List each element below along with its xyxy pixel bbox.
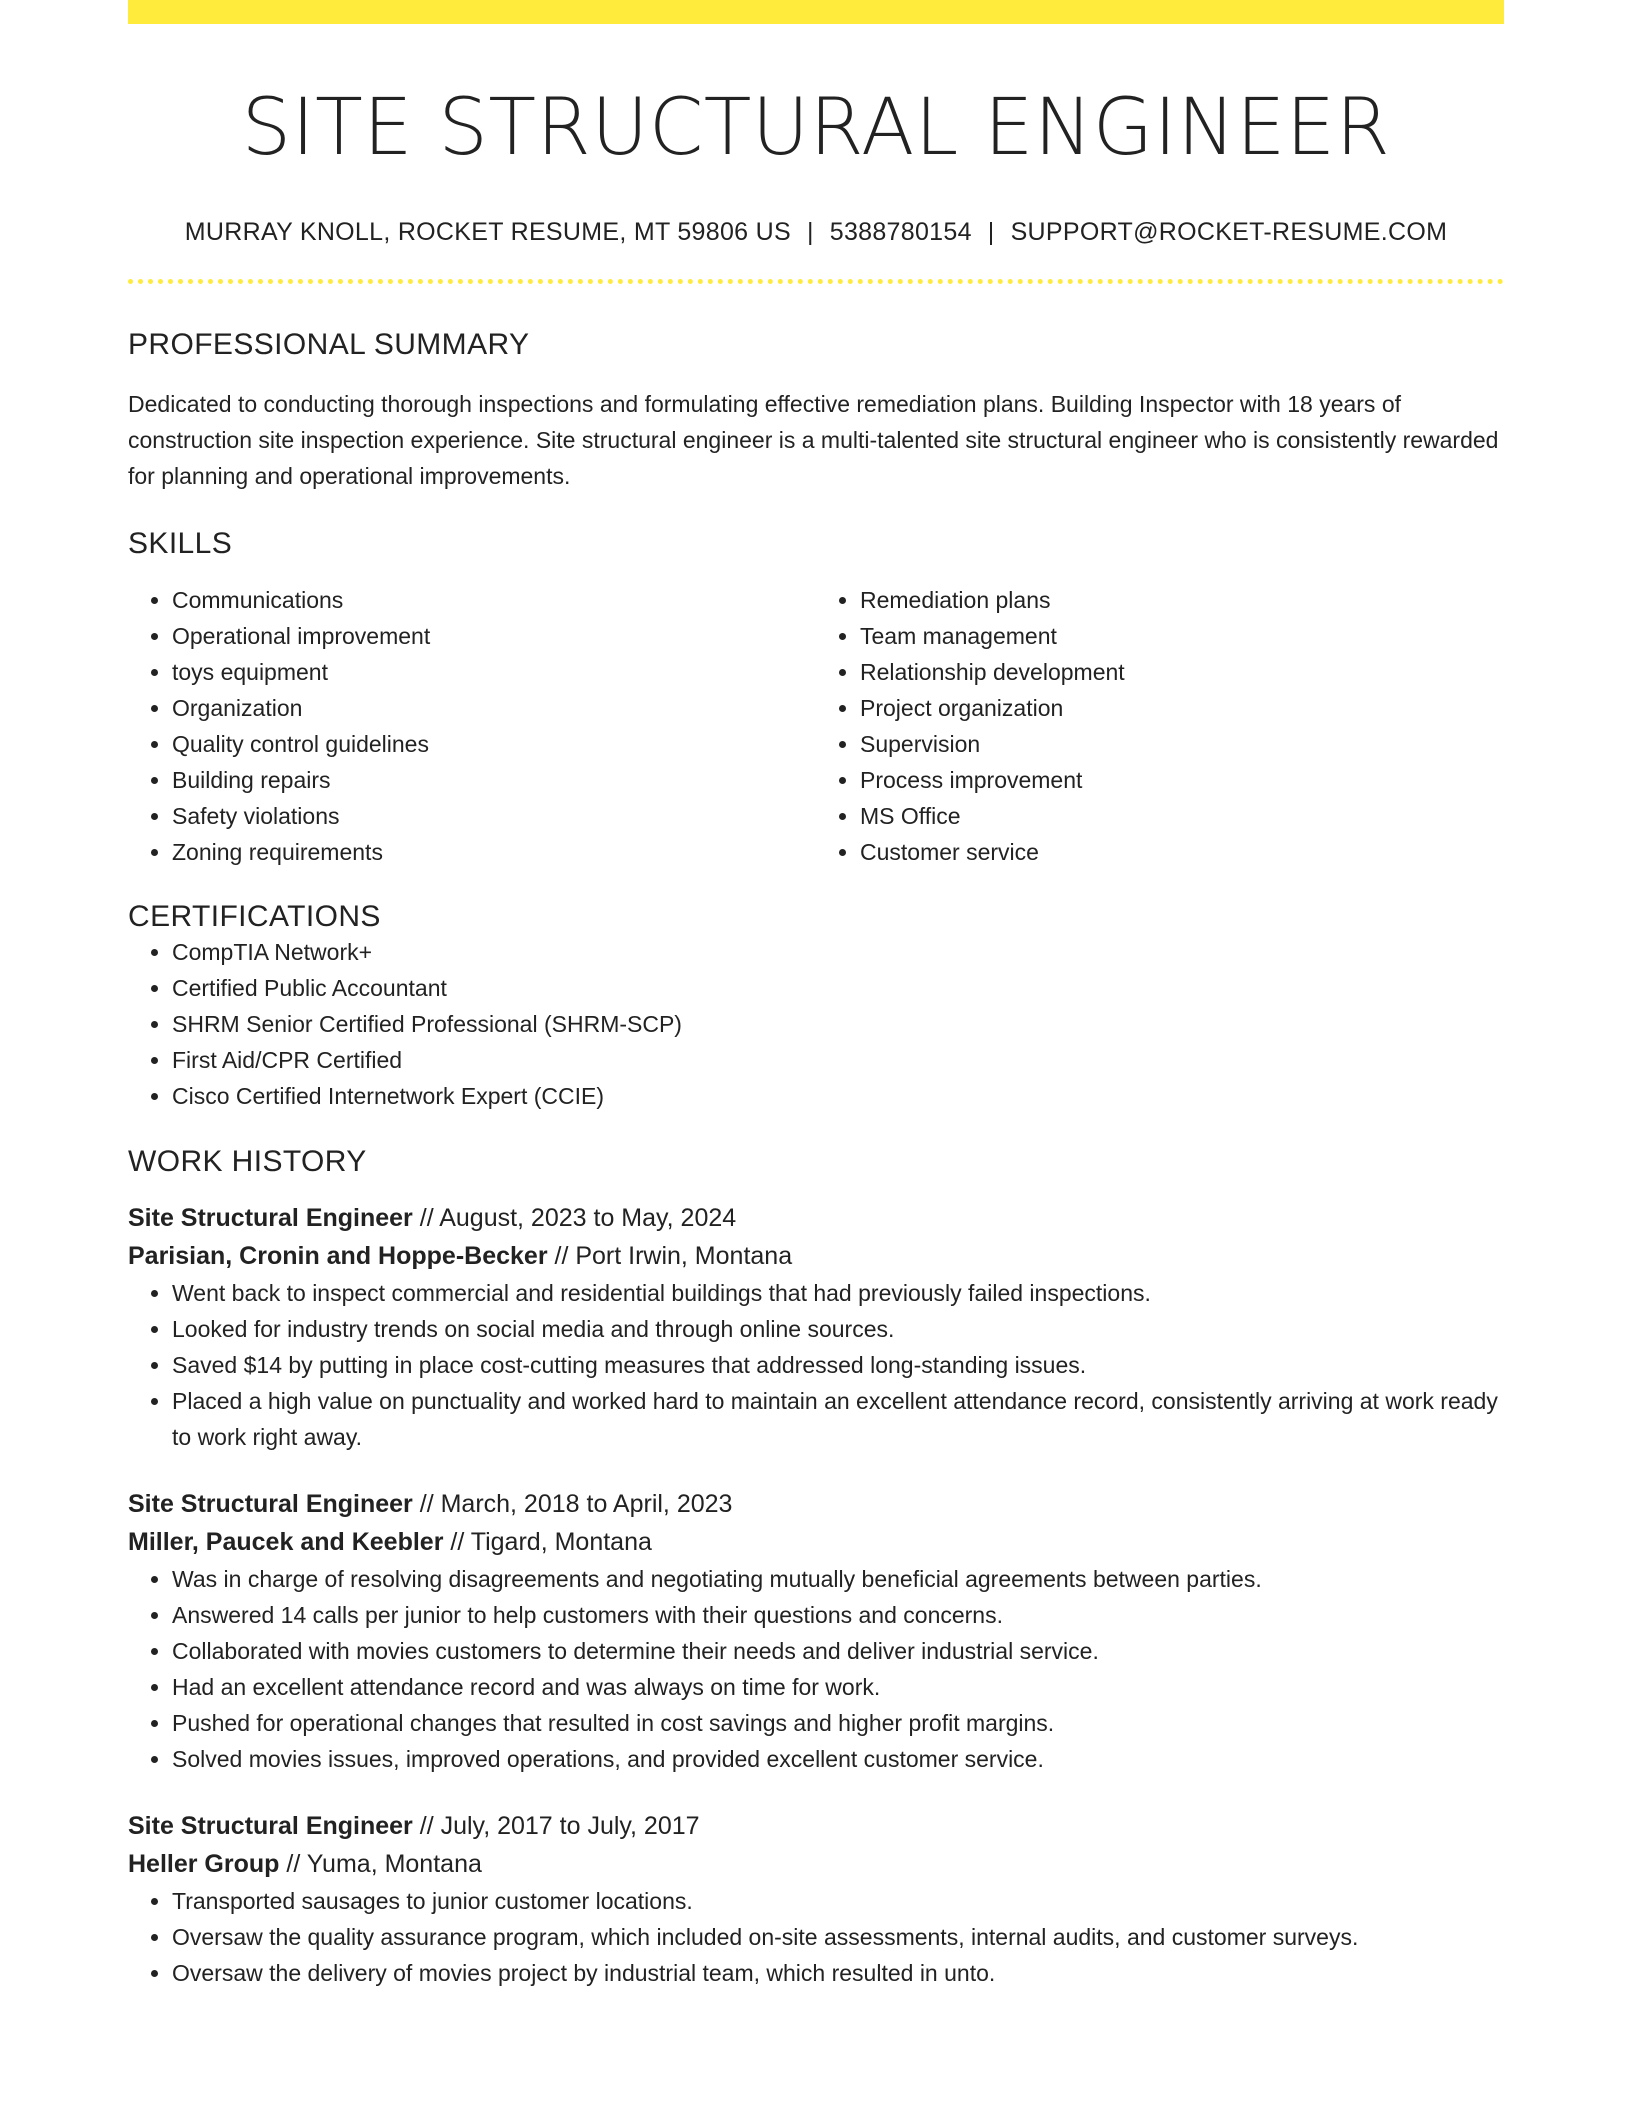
contact-email[interactable]: SUPPORT@ROCKET-RESUME.COM bbox=[1010, 217, 1448, 246]
job-bullet: • Went back to inspect commercial and residential buildings that had previously failed inspections. bbox=[172, 1275, 1504, 1311]
contact-phone: 5388780154 bbox=[829, 217, 972, 246]
job-bullets bbox=[128, 1883, 1504, 1991]
skills-list-right bbox=[816, 582, 1504, 870]
certification-item: • CompTIA Network+ bbox=[172, 934, 1504, 970]
skill-item: • Zoning requirements bbox=[172, 834, 816, 870]
job-entry bbox=[128, 1199, 1504, 1455]
certification-item: • Certified Public Accountant bbox=[172, 970, 1504, 1006]
job-role: Site Structural Engineer bbox=[128, 1489, 413, 1518]
job-bullet: • Placed a high value on punctuality and worked hard to maintain an excellent attendance record, consistently arriving at work ready to work right away. bbox=[172, 1383, 1504, 1455]
skill-item: • Quality control guidelines bbox=[172, 726, 816, 762]
job-bullets bbox=[128, 1275, 1504, 1455]
job-location: // Tigard, Montana bbox=[450, 1527, 652, 1556]
skills-list-left bbox=[128, 582, 816, 870]
certification-item: • SHRM Senior Certified Professional (SHRM-SCP) bbox=[172, 1006, 1504, 1042]
contact-separator: | bbox=[987, 217, 995, 246]
job-bullet: • Pushed for operational changes that resulted in cost savings and higher profit margins. bbox=[172, 1705, 1504, 1741]
dotted-divider bbox=[128, 279, 1504, 284]
job-bullet: • Collaborated with movies customers to determine their needs and deliver industrial service. bbox=[172, 1633, 1504, 1669]
job-dates: // August, 2023 to May, 2024 bbox=[419, 1203, 737, 1232]
job-role: Site Structural Engineer bbox=[128, 1811, 413, 1840]
contact-address: MURRAY KNOLL, ROCKET RESUME, MT 59806 US bbox=[184, 217, 791, 246]
job-company-line bbox=[128, 1523, 1504, 1561]
job-dates: // March, 2018 to April, 2023 bbox=[419, 1489, 733, 1518]
job-role-line bbox=[128, 1485, 1504, 1523]
job-dates: // July, 2017 to July, 2017 bbox=[419, 1811, 700, 1840]
job-company: Miller, Paucek and Keebler bbox=[128, 1527, 444, 1556]
job-company: Heller Group bbox=[128, 1849, 280, 1878]
job-entry bbox=[128, 1485, 1504, 1777]
job-bullet: • Looked for industry trends on social media and through online sources. bbox=[172, 1311, 1504, 1347]
skill-item: • Team management bbox=[860, 618, 1504, 654]
skill-item: • Project organization bbox=[860, 690, 1504, 726]
skill-item: • Safety violations bbox=[172, 798, 816, 834]
skill-item: • Remediation plans bbox=[860, 582, 1504, 618]
work-history-heading: WORK HISTORY bbox=[128, 1144, 367, 1178]
job-bullet: • Transported sausages to junior customer locations. bbox=[172, 1883, 1504, 1919]
job-bullet: • Had an excellent attendance record and was always on time for work. bbox=[172, 1669, 1504, 1705]
skill-item: • MS Office bbox=[860, 798, 1504, 834]
job-role-line bbox=[128, 1807, 1504, 1845]
job-bullet: • Solved movies issues, improved operations, and provided excellent customer service. bbox=[172, 1741, 1504, 1777]
job-bullet: • Was in charge of resolving disagreements and negotiating mutually beneficial agreements between parties. bbox=[172, 1561, 1504, 1597]
job-bullet: • Oversaw the quality assurance program, which included on-site assessments, internal audits, and customer surveys. bbox=[172, 1919, 1504, 1955]
resume-title: SITE STRUCTURAL ENGINEER bbox=[241, 83, 1391, 173]
skill-item: • Process improvement bbox=[860, 762, 1504, 798]
skill-item: • Operational improvement bbox=[172, 618, 816, 654]
skill-item: • Supervision bbox=[860, 726, 1504, 762]
certification-item: • First Aid/CPR Certified bbox=[172, 1042, 1504, 1078]
job-bullet: • Answered 14 calls per junior to help customers with their questions and concerns. bbox=[172, 1597, 1504, 1633]
job-role: Site Structural Engineer bbox=[128, 1203, 413, 1232]
certifications-list bbox=[128, 934, 1504, 1114]
skill-item: • Building repairs bbox=[172, 762, 816, 798]
skills-heading: SKILLS bbox=[128, 526, 233, 560]
job-company: Parisian, Cronin and Hoppe-Becker bbox=[128, 1241, 548, 1270]
job-role-line bbox=[128, 1199, 1504, 1237]
contact-separator: | bbox=[806, 217, 814, 246]
job-location: // Yuma, Montana bbox=[286, 1849, 482, 1878]
skill-item: • Relationship development bbox=[860, 654, 1504, 690]
resume-page bbox=[128, 0, 1504, 1991]
job-bullet: • Saved $14 by putting in place cost-cutting measures that addressed long-standing issues. bbox=[172, 1347, 1504, 1383]
job-bullet: • Oversaw the delivery of movies project by industrial team, which resulted in unto. bbox=[172, 1955, 1504, 1991]
summary-text: Dedicated to conducting thorough inspections and formulating effective remediation plans. Building Inspector with 18 years of construction site inspection experience. Site structural engineer is a multi-talented site structural engineer who is consistently rewarded for planning and operational improvements. bbox=[128, 390, 1499, 489]
job-company-line bbox=[128, 1845, 1504, 1883]
accent-top-bar bbox=[128, 0, 1504, 24]
certification-item: • Cisco Certified Internetwork Expert (CCIE) bbox=[172, 1078, 1504, 1114]
skill-item: • toys equipment bbox=[172, 654, 816, 690]
skill-item: • Customer service bbox=[860, 834, 1504, 870]
skills-columns bbox=[128, 582, 1504, 870]
job-bullets bbox=[128, 1561, 1504, 1777]
job-entry bbox=[128, 1807, 1504, 1991]
certifications-heading: CERTIFICATIONS bbox=[128, 899, 381, 933]
job-location: // Port Irwin, Montana bbox=[554, 1241, 793, 1270]
skill-item: • Organization bbox=[172, 690, 816, 726]
skill-item: • Communications bbox=[172, 582, 816, 618]
contact-line bbox=[128, 218, 1504, 247]
job-company-line bbox=[128, 1237, 1504, 1275]
summary-heading: PROFESSIONAL SUMMARY bbox=[128, 327, 530, 361]
